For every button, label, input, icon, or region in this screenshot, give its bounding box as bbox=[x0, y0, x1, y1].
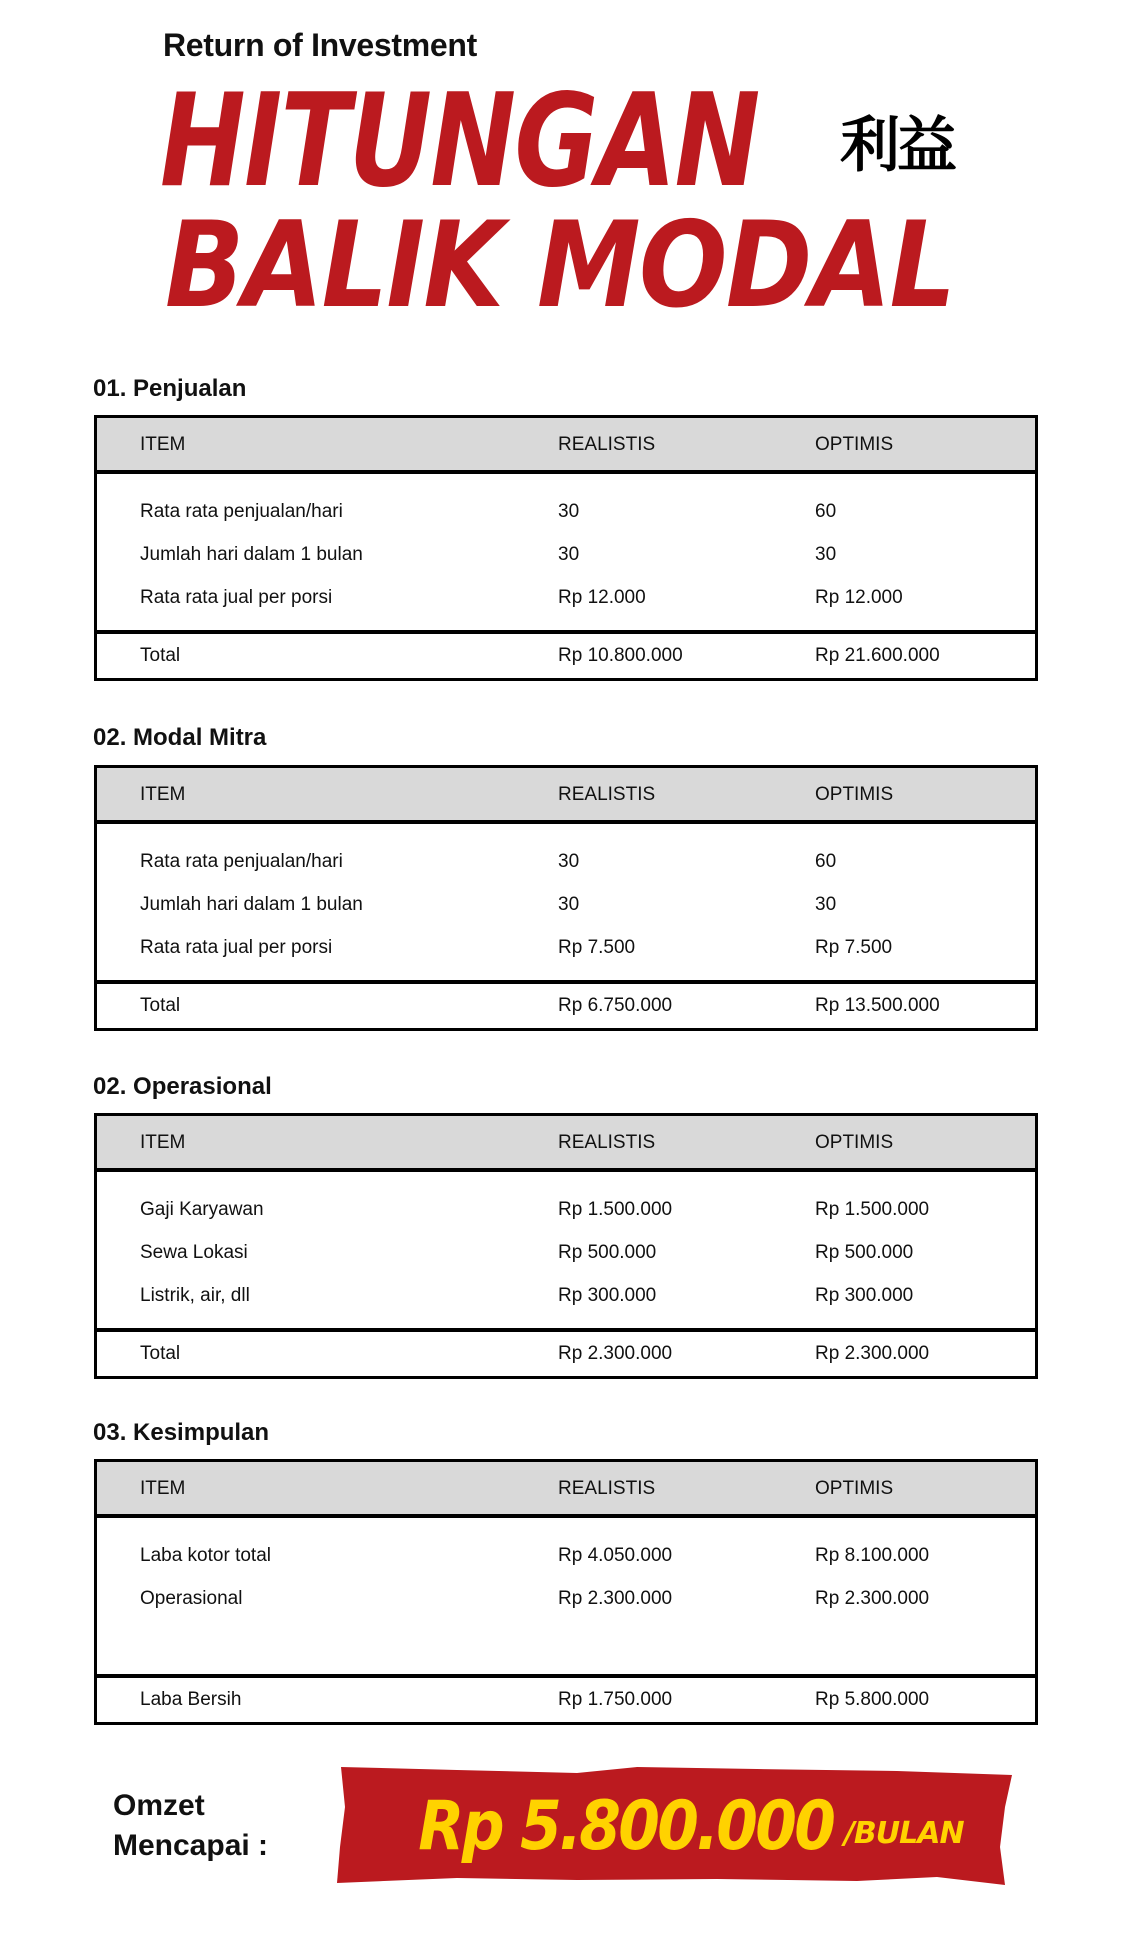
row-realistis: Rp 2.300.000 bbox=[558, 1588, 673, 1609]
table-row bbox=[97, 1589, 1035, 1611]
row-optimis: 30 bbox=[815, 894, 837, 915]
table-header bbox=[97, 768, 1035, 824]
omzet-label bbox=[113, 1786, 268, 1866]
row-realistis: Rp 4.050.000 bbox=[558, 1545, 673, 1566]
row-realistis: Rp 12.000 bbox=[558, 587, 646, 608]
table-total-row bbox=[97, 1328, 1035, 1376]
row-realistis: Rp 1.500.000 bbox=[558, 1199, 673, 1220]
row-item: Rata rata penjualan/hari bbox=[140, 501, 343, 522]
row-optimis: Rp 1.500.000 bbox=[815, 1199, 930, 1220]
section-title-kesimpulan: 03. Kesimpulan bbox=[93, 1419, 270, 1446]
title-line-1: HITUNGAN bbox=[160, 67, 759, 216]
row-optimis: 60 bbox=[815, 501, 837, 522]
total-optimis: Rp 21.600.000 bbox=[815, 645, 940, 666]
row-optimis: Rp 8.100.000 bbox=[815, 1545, 930, 1566]
total-optimis: Rp 5.800.000 bbox=[815, 1689, 930, 1710]
column-header-item: ITEM bbox=[140, 1478, 186, 1499]
table-row bbox=[97, 852, 1035, 874]
table-header bbox=[97, 418, 1035, 474]
column-header-optimis: OPTIMIS bbox=[815, 434, 894, 455]
table-body bbox=[97, 1518, 1035, 1676]
row-item: Gaji Karyawan bbox=[140, 1199, 264, 1220]
row-item: Sewa Lokasi bbox=[140, 1242, 248, 1263]
column-header-optimis: OPTIMIS bbox=[815, 1132, 894, 1153]
column-header-item: ITEM bbox=[140, 784, 186, 805]
banner-text bbox=[357, 1783, 997, 1869]
section-title-operasional: 02. Operasional bbox=[93, 1073, 272, 1100]
column-header-item: ITEM bbox=[140, 434, 186, 455]
row-optimis: Rp 12.000 bbox=[815, 587, 903, 608]
table-body bbox=[97, 1172, 1035, 1330]
column-header-realistis: REALISTIS bbox=[558, 1132, 656, 1153]
section-title-modal-mitra: 02. Modal Mitra bbox=[93, 724, 267, 751]
total-label: Total bbox=[140, 995, 181, 1016]
row-realistis: Rp 500.000 bbox=[558, 1242, 657, 1263]
row-item: Operasional bbox=[140, 1588, 243, 1609]
table-total-row bbox=[97, 1674, 1035, 1722]
total-realistis: Rp 10.800.000 bbox=[558, 645, 683, 666]
row-realistis: Rp 300.000 bbox=[558, 1285, 657, 1306]
table-row bbox=[97, 1546, 1035, 1568]
row-optimis: Rp 2.300.000 bbox=[815, 1588, 930, 1609]
row-realistis: 30 bbox=[558, 544, 580, 565]
total-optimis: Rp 2.300.000 bbox=[815, 1343, 930, 1364]
row-item: Rata rata jual per porsi bbox=[140, 587, 333, 608]
table-penjualan bbox=[94, 415, 1038, 681]
table-header bbox=[97, 1116, 1035, 1172]
row-optimis: Rp 300.000 bbox=[815, 1285, 914, 1306]
section-title-penjualan: 01. Penjualan bbox=[93, 375, 247, 402]
table-modal-mitra bbox=[94, 765, 1038, 1031]
table-row bbox=[97, 545, 1035, 567]
table-row bbox=[97, 1243, 1035, 1265]
column-header-realistis: REALISTIS bbox=[558, 1478, 656, 1499]
row-item: Rata rata jual per porsi bbox=[140, 937, 333, 958]
title-line-2: BALIK MODAL bbox=[165, 196, 955, 335]
row-optimis: Rp 500.000 bbox=[815, 1242, 914, 1263]
total-optimis: Rp 13.500.000 bbox=[815, 995, 940, 1016]
total-label: Total bbox=[140, 1343, 181, 1364]
omzet-unit: /BULAN bbox=[843, 1815, 964, 1851]
table-row bbox=[97, 588, 1035, 610]
total-label: Total bbox=[140, 645, 181, 666]
table-body bbox=[97, 474, 1035, 632]
table-kesimpulan bbox=[94, 1459, 1038, 1725]
row-optimis: 30 bbox=[815, 544, 837, 565]
column-header-realistis: REALISTIS bbox=[558, 434, 656, 455]
row-item: Listrik, air, dll bbox=[140, 1285, 250, 1306]
row-item: Rata rata penjualan/hari bbox=[140, 851, 343, 872]
total-realistis: Rp 1.750.000 bbox=[558, 1689, 673, 1710]
row-item: Jumlah hari dalam 1 bulan bbox=[140, 894, 363, 915]
column-header-realistis: REALISTIS bbox=[558, 784, 656, 805]
row-realistis: Rp 7.500 bbox=[558, 937, 636, 958]
row-realistis: 30 bbox=[558, 894, 580, 915]
total-realistis: Rp 2.300.000 bbox=[558, 1343, 673, 1364]
omzet-label-line-1: Omzet bbox=[113, 1789, 205, 1822]
table-total-row bbox=[97, 630, 1035, 678]
column-header-optimis: OPTIMIS bbox=[815, 1478, 894, 1499]
omzet-banner bbox=[337, 1767, 1012, 1885]
omzet-amount: Rp 5.800.000 bbox=[418, 1786, 834, 1866]
table-operasional bbox=[94, 1113, 1038, 1379]
table-header bbox=[97, 1462, 1035, 1518]
kanji-label: 利益 bbox=[840, 111, 954, 181]
row-optimis: 60 bbox=[815, 851, 837, 872]
table-row bbox=[97, 1286, 1035, 1308]
row-item: Jumlah hari dalam 1 bulan bbox=[140, 544, 363, 565]
row-item: Laba kotor total bbox=[140, 1545, 271, 1566]
column-header-item: ITEM bbox=[140, 1132, 186, 1153]
total-label: Laba Bersih bbox=[140, 1689, 242, 1710]
subtitle: Return of Investment bbox=[163, 27, 478, 63]
table-row bbox=[97, 502, 1035, 524]
row-optimis: Rp 7.500 bbox=[815, 937, 893, 958]
table-row bbox=[97, 1200, 1035, 1222]
table-row bbox=[97, 895, 1035, 917]
total-realistis: Rp 6.750.000 bbox=[558, 995, 673, 1016]
row-realistis: 30 bbox=[558, 501, 580, 522]
row-realistis: 30 bbox=[558, 851, 580, 872]
table-row bbox=[97, 938, 1035, 960]
table-body bbox=[97, 824, 1035, 982]
omzet-label-line-2: Mencapai : bbox=[113, 1829, 269, 1862]
table-total-row bbox=[97, 980, 1035, 1028]
column-header-optimis: OPTIMIS bbox=[815, 784, 894, 805]
